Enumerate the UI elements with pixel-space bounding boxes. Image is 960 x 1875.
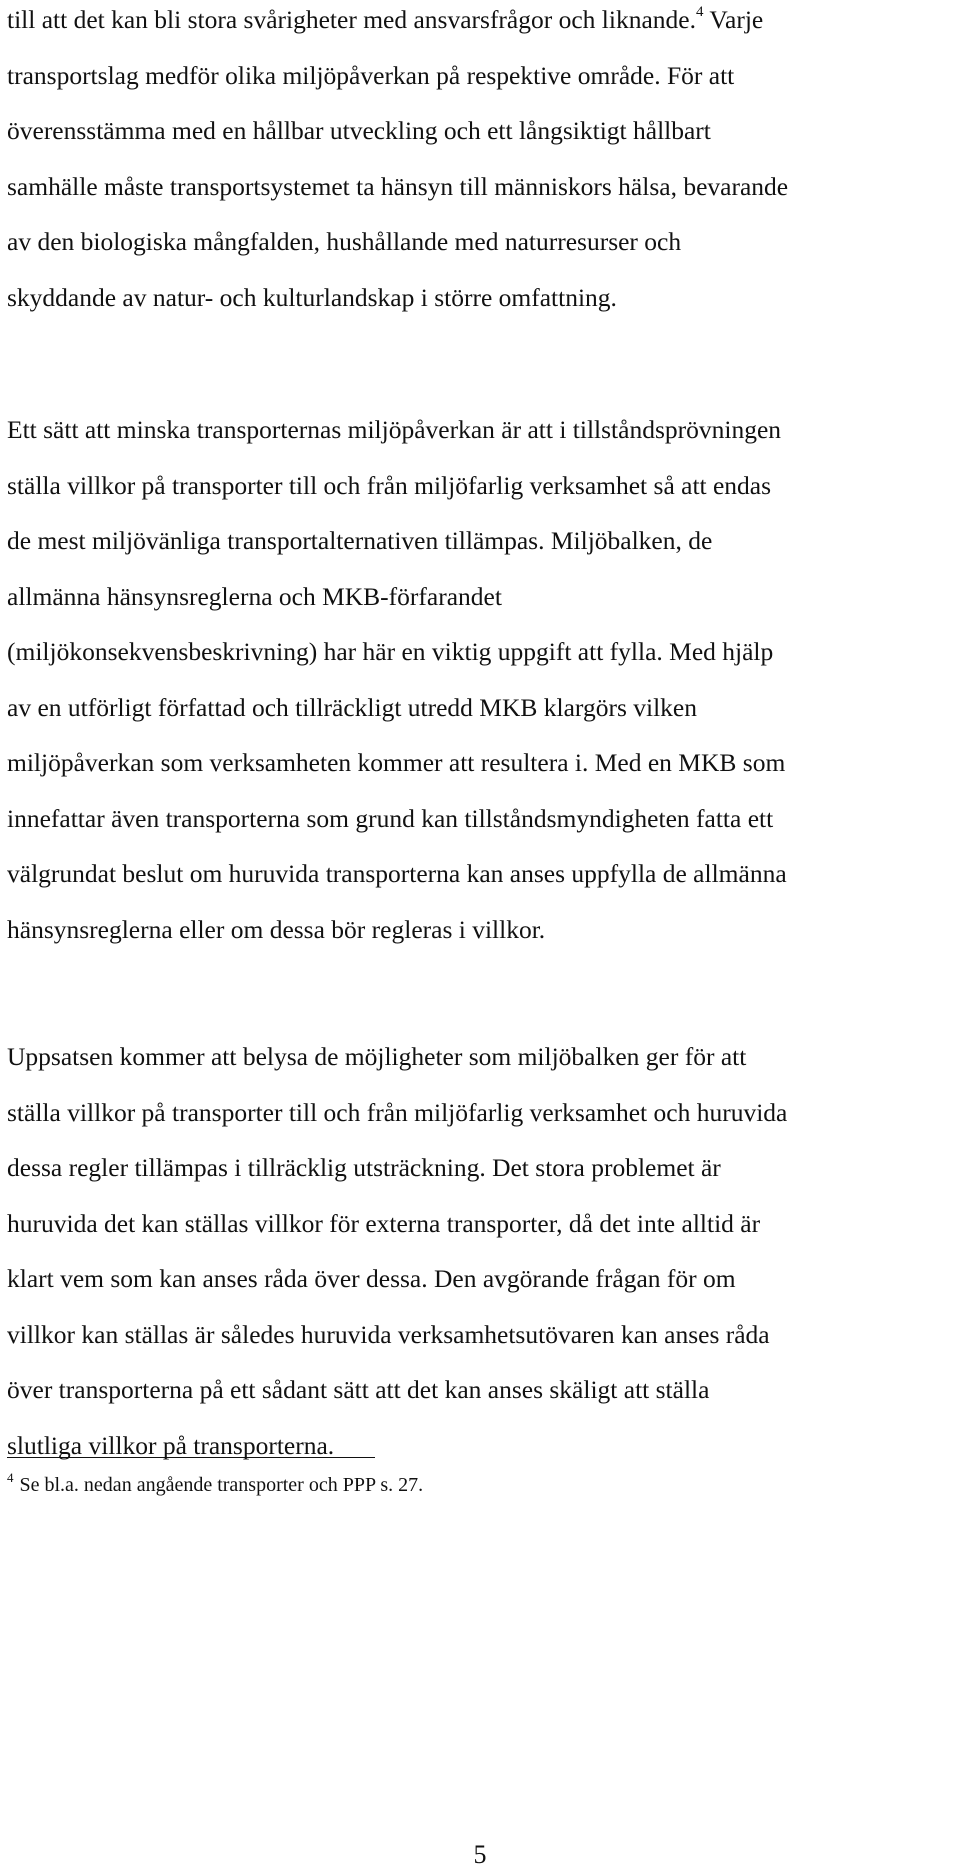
text-line: dessa regler tillämpas i tillräcklig utsträckning. Det stora problemet är bbox=[7, 1153, 721, 1182]
footnote-marker: 4 bbox=[7, 1470, 14, 1485]
text-line: transportslag medför olika miljöpåverkan på respektive område. För att bbox=[7, 60, 735, 90]
footnote-reference: 4 bbox=[696, 3, 704, 20]
paragraph-1 bbox=[7, 0, 952, 325]
text-line: villkor kan ställas är således huruvida verksamhetsutövaren kan anses råda bbox=[7, 1319, 770, 1349]
text-line: över transporterna på ett sådant sätt att det kan anses skäligt att ställa bbox=[7, 1375, 710, 1404]
text-line: innefattar även transporterna som grund kan tillståndsmyndigheten fatta ett bbox=[7, 803, 774, 833]
text-line: välgrundat beslut om huruvida transporterna kan anses uppfylla de allmänna bbox=[7, 859, 787, 888]
footnote-text: Se bl.a. nedan angående transporter och PPP s. 27. bbox=[19, 1474, 424, 1496]
text-line: slutliga villkor på transporterna. bbox=[7, 1430, 335, 1460]
text-line: miljöpåverkan som verksamheten kommer att resultera i. Med en MKB som bbox=[7, 748, 786, 777]
text-line-content: till att det kan bli stora svårigheter med ansvarsfrågor och liknande. bbox=[7, 5, 696, 34]
text-line: av en utförligt författad och tillräckligt utredd MKB klargörs vilken bbox=[7, 692, 697, 722]
text-line bbox=[7, 0, 952, 48]
text-line: samhälle måste transportsystemet ta hänsyn till människors hälsa, bevarande bbox=[7, 171, 789, 201]
page-number: 5 bbox=[473, 1840, 487, 1869]
text-line: Uppsatsen kommer att belysa de möjligheter som miljöbalken ger för att bbox=[7, 1042, 747, 1071]
paragraph-3 bbox=[7, 1029, 952, 1473]
text-line: skyddande av natur- och kulturlandskap i större omfattning. bbox=[7, 282, 617, 312]
text-line: av den biologiska mångfalden, hushållande med naturresurser och bbox=[7, 227, 682, 256]
text-line: klart vem som kan anses råda över dessa. Den avgörande frågan för om bbox=[7, 1264, 736, 1293]
footnote-separator bbox=[7, 1457, 375, 1458]
text-line: (miljökonsekvensbeskrivning) har här en viktig uppgift att fylla. Med hjälp bbox=[7, 637, 774, 666]
footnote bbox=[7, 1470, 423, 1502]
text-line: huruvida det kan ställas villkor för externa transporter, då det inte alltid är bbox=[7, 1208, 761, 1238]
text-line: Ett sätt att minska transporternas miljöpåverkan är att i tillståndsprövningen bbox=[7, 415, 782, 444]
text-line: de mest miljövänliga transportalternativen tillämpas. Miljöbalken, de bbox=[7, 526, 713, 555]
text-line: överensstämma med en hållbar utveckling och ett långsiktigt hållbart bbox=[7, 116, 711, 145]
text-line-continuation: Varje bbox=[703, 5, 764, 34]
text-line: hänsynsreglerna eller om dessa bör regleras i villkor. bbox=[7, 914, 546, 944]
text-line: ställa villkor på transporter till och från miljöfarlig verksamhet så att endas bbox=[7, 470, 772, 500]
text-line: ställa villkor på transporter till och från miljöfarlig verksamhet och huruvida bbox=[7, 1097, 788, 1127]
text-line: allmänna hänsynsreglerna och MKB-förfarandet bbox=[7, 581, 502, 611]
paragraph-2 bbox=[7, 402, 952, 957]
